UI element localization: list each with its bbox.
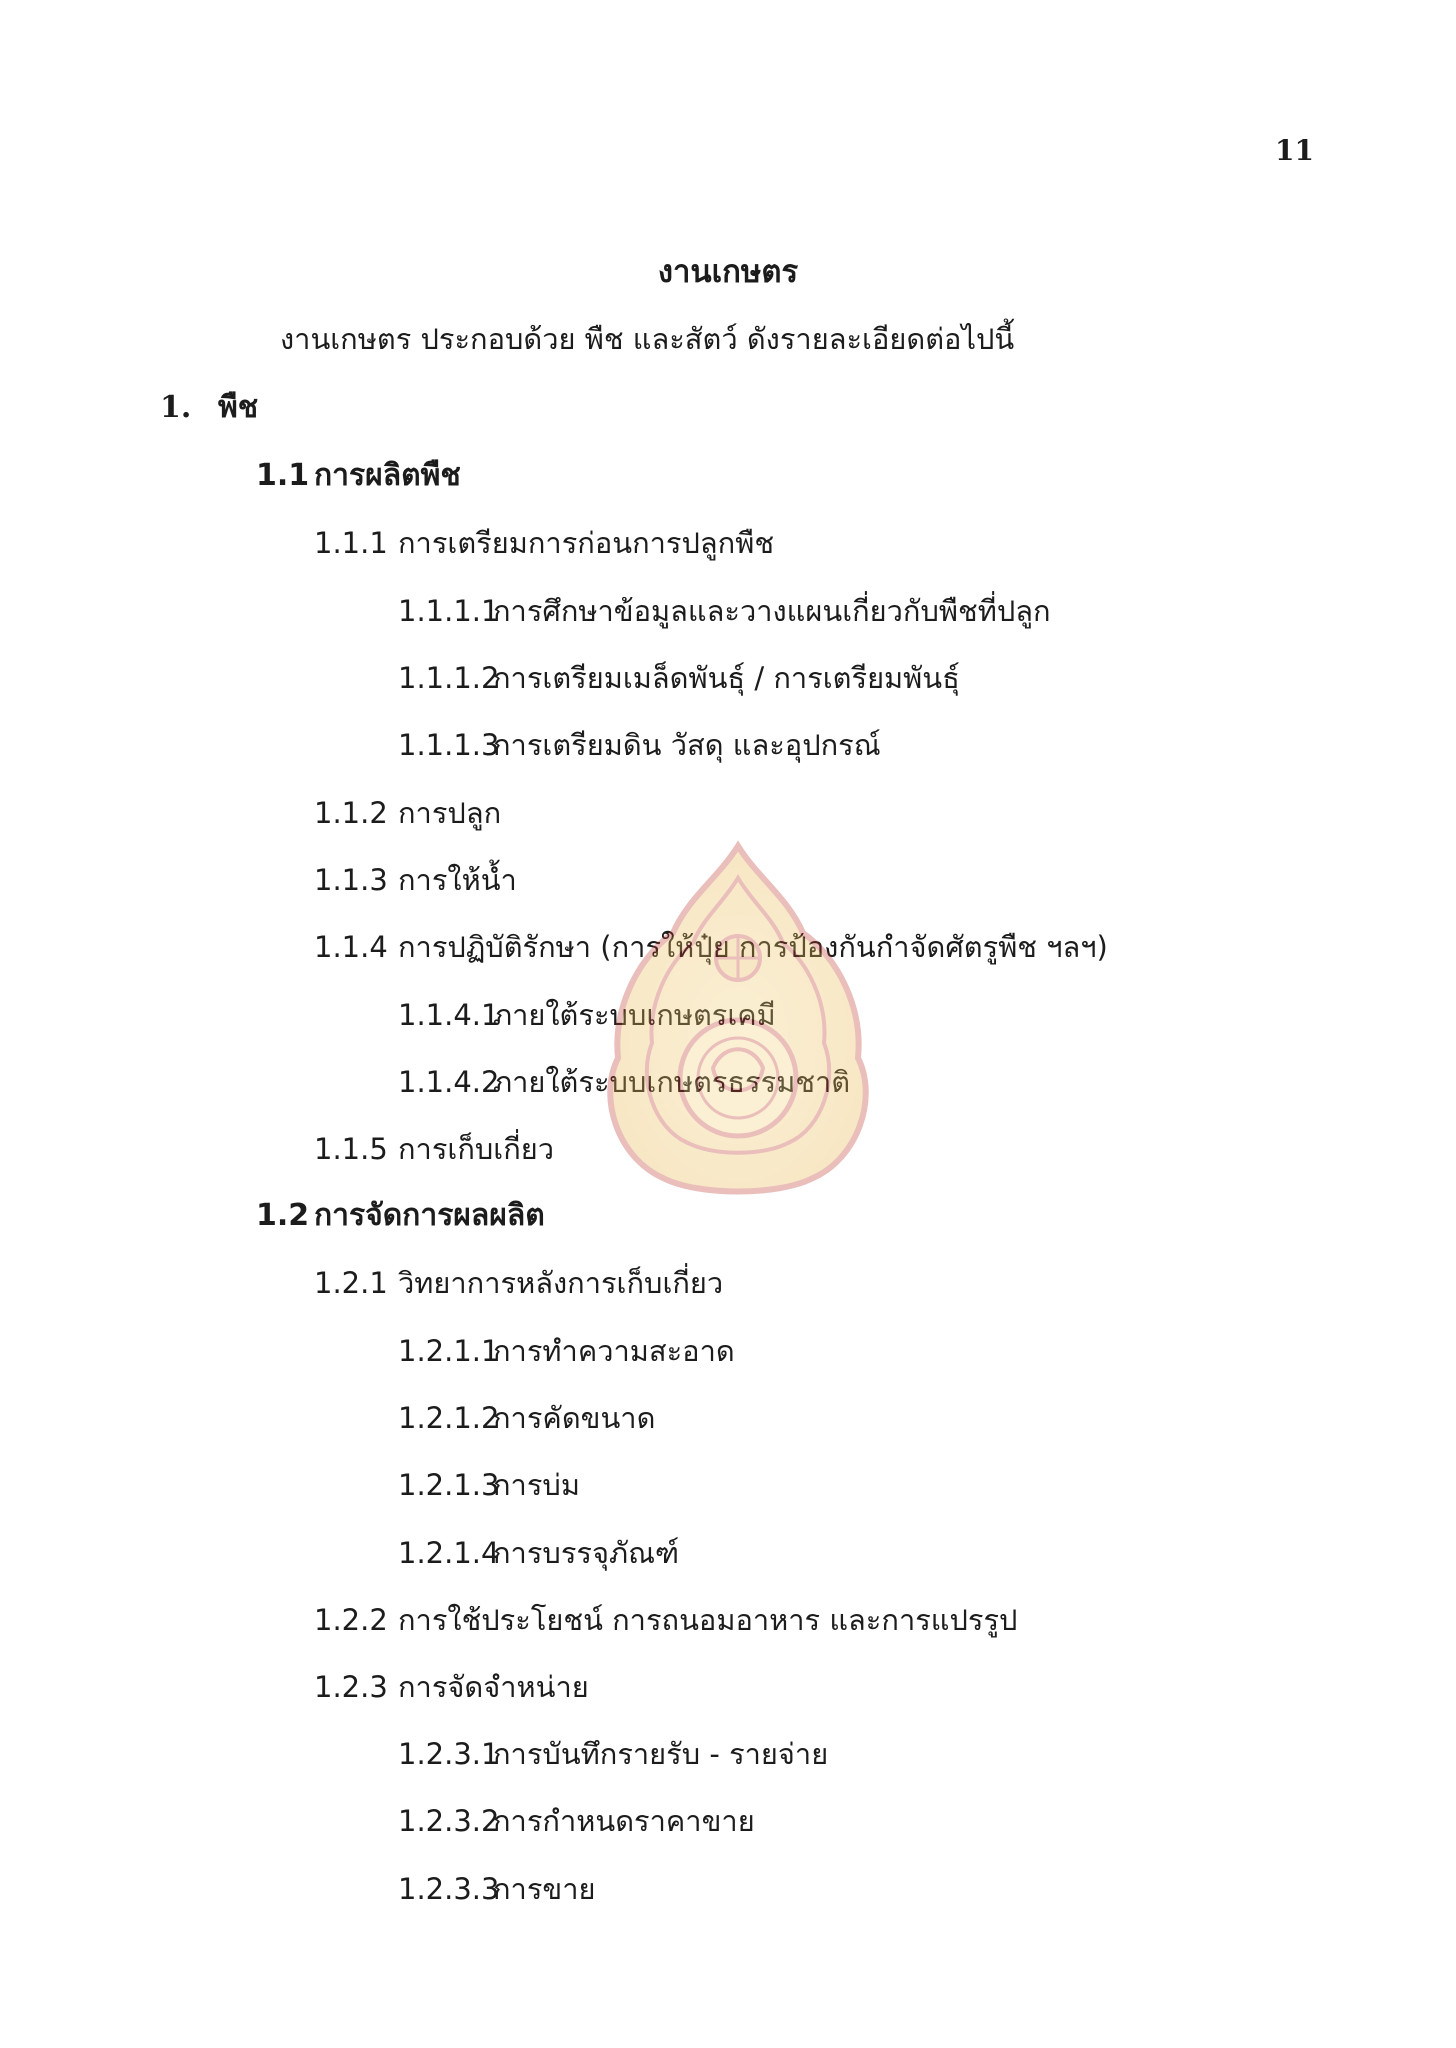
outline-number: 1.1.1.2	[398, 661, 500, 695]
outline-item	[398, 1395, 655, 1441]
outline-item	[314, 1126, 554, 1172]
outline-item	[314, 520, 774, 566]
outline-number: 1.2.1.1	[398, 1334, 500, 1368]
outline-number: 1.2.1.2	[398, 1401, 500, 1435]
outline-number: 1.2.3.3	[398, 1872, 500, 1906]
outline-heading	[256, 1192, 545, 1239]
outline-item	[398, 655, 960, 701]
outline-number: 1.1.1.3	[398, 728, 500, 762]
outline-item	[314, 1664, 589, 1710]
outline-text: การบันทึกรายรับ - รายจ่าย	[493, 1737, 829, 1771]
outline-text: การปลูก	[398, 796, 502, 830]
outline-item	[398, 588, 1051, 634]
outline-item	[398, 1059, 850, 1105]
outline-number: 1.2.3.2	[398, 1804, 500, 1838]
outline-number: 1.2.1.4	[398, 1536, 500, 1570]
outline-item	[314, 790, 501, 836]
outline-item	[398, 1328, 735, 1374]
page-title: งานเกษตร	[657, 254, 799, 290]
section-heading	[160, 384, 258, 431]
outline-item	[314, 1597, 1017, 1643]
outline-text: การเตรียมดิน วัสดุ และอุปกรณ์	[493, 728, 881, 762]
outline-text: การศึกษาข้อมูลและวางแผนเกี่ยวกับพืชที่ปลูก	[493, 594, 1051, 628]
outline-number: 1.2.1	[314, 1266, 388, 1300]
outline-text: การจัดจำหน่าย	[398, 1670, 589, 1704]
outline-number: 1.1.3	[314, 863, 388, 897]
outline-number: 1.1.2	[314, 796, 388, 830]
outline-text: การจัดการผลผลิต	[314, 1198, 545, 1233]
outline-text: การเตรียมเมล็ดพันธุ์ / การเตรียมพันธุ์	[493, 661, 960, 695]
outline-text: การผลิตพืช	[314, 458, 461, 493]
section-number: 1.	[160, 390, 192, 425]
outline-item	[398, 1462, 580, 1508]
outline-number: 1.2.1.3	[398, 1468, 500, 1502]
outline-number: 1.1.5	[314, 1132, 388, 1166]
outline-number: 1.2	[256, 1198, 310, 1233]
outline-text: การเก็บเกี่ยว	[398, 1132, 555, 1166]
outline-number: 1.1	[256, 458, 310, 493]
outline-number: 1.2.3	[314, 1670, 388, 1704]
outline-item	[398, 1731, 828, 1777]
outline-item	[314, 1260, 723, 1306]
outline-item	[398, 1798, 755, 1844]
outline-item	[398, 1866, 596, 1912]
outline-text: การเตรียมการก่อนการปลูกพืช	[398, 526, 775, 560]
outline-text: ภายใต้ระบบเกษตรธรรมชาติ	[493, 1065, 851, 1099]
outline-text: การบรรจุภัณฑ์	[493, 1536, 680, 1570]
outline-number: 1.2.2	[314, 1603, 388, 1637]
outline-item	[314, 924, 1108, 970]
outline-number: 1.2.3.1	[398, 1737, 500, 1771]
outline-item	[398, 1530, 679, 1576]
outline-text: การขาย	[493, 1872, 596, 1906]
outline-text: การกำหนดราคาขาย	[493, 1804, 755, 1838]
outline-item	[398, 992, 776, 1038]
outline-number: 1.1.4.2	[398, 1065, 500, 1099]
outline-text: วิทยาการหลังการเก็บเกี่ยว	[398, 1266, 724, 1300]
outline-text: การปฏิบัติรักษา (การให้ปุ๋ย การป้องกันกำจัดศัตรูพืช ฯลฯ)	[398, 930, 1108, 964]
outline-text: การให้น้ำ	[398, 863, 517, 897]
outline-heading	[256, 452, 461, 499]
page-number: 11	[1275, 134, 1314, 167]
section-label: พืช	[218, 390, 259, 425]
outline-number: 1.1.4.1	[398, 998, 500, 1032]
outline-text: การใช้ประโยชน์ การถนอมอาหาร และการแปรรูป	[398, 1603, 1018, 1637]
outline-item	[314, 857, 517, 903]
outline-text: การบ่ม	[493, 1468, 580, 1502]
outline-text: การคัดขนาด	[493, 1401, 656, 1435]
intro-paragraph: งานเกษตร ประกอบด้วย พืช และสัตว์ ดังรายละเอียดต่อไปนี้	[280, 322, 1015, 356]
outline-text: การทำความสะอาด	[493, 1334, 735, 1368]
outline-number: 1.1.1.1	[398, 594, 500, 628]
outline-item	[398, 722, 881, 768]
outline-number: 1.1.1	[314, 526, 388, 560]
outline-text: ภายใต้ระบบเกษตรเคมี	[493, 998, 776, 1032]
outline-number: 1.1.4	[314, 930, 388, 964]
